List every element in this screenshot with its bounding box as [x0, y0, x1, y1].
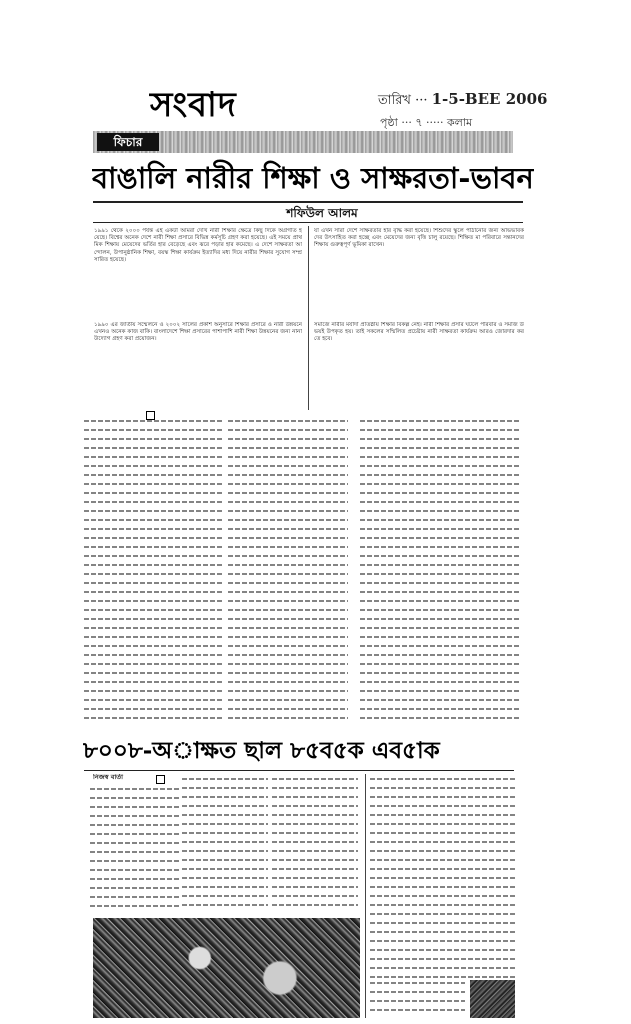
- article-paragraph: সমাজে নারীর মর্যাদা প্রতিষ্ঠায় শিক্ষার বিকল্প নেই। নারী শিক্ষার প্রসার ঘটলে পরিবার ও সমাজ উভয়ই উপকৃত হয়। তাই সকলের সম্মিলিত প্রচেষ্টায় নারী সাক্ষরতা কার্যক্রম আরও জোরদার করতে হবে।: [314, 322, 524, 343]
- article-column-1b: [94, 322, 302, 410]
- illegible-text-column: [182, 778, 268, 913]
- dateline-label: তারিখ: [378, 93, 411, 108]
- article-byline: শফিউল আলম: [286, 206, 358, 220]
- illegible-text-column: [84, 420, 224, 720]
- article-photo: [93, 918, 360, 1018]
- column-divider: [365, 774, 366, 1018]
- article-headline: বাঙালি নারীর শিক্ষা ও সাক্ষরতা-ভাবন: [92, 161, 534, 195]
- illegible-text-column: [360, 420, 520, 720]
- feature-label: ফিচার: [97, 133, 159, 151]
- article-paragraph: ১৯৯০ এর জাতীয় সম্মেলনে ও ২০০২ সালের প্রকাশ অনুসারে শিক্ষার প্রসারে ও নারী উন্নয়নে এখনও অনেক কাজ বাকি। বাংলাদেশে শিক্ষা প্রসারের পাশাপাশি নারী শিক্ষা উন্নয়নের জন্য নানা উদ্যোগ গ্রহণ করা প্রয়োজন।: [94, 322, 302, 343]
- newspaper-masthead: সংবাদ: [150, 85, 237, 125]
- headline-rule: [93, 201, 523, 203]
- page-value: ৭: [415, 116, 423, 129]
- illegible-text-column: [228, 420, 348, 720]
- article-photo-small: [470, 980, 515, 1018]
- checkbox-mark-icon: [156, 775, 165, 784]
- second-article-headline: ৮০০৮-অাক্ষত ছাল ৮৫ব৫ক এব৫াক: [83, 737, 440, 764]
- dateline: তারিখ ··· 1-5-BEE 2006: [378, 90, 548, 108]
- byline-rule: [93, 222, 523, 223]
- illegible-text-column: [90, 788, 180, 913]
- column-divider: [308, 226, 309, 410]
- article-column-1: [94, 228, 302, 320]
- checkbox-mark-icon: [146, 411, 155, 420]
- article-paragraph: ১৯৯১ থেকে ২০০০ পর্যন্ত এই একটা আমরা দেখি নারী শিক্ষার ক্ষেত্রে কিছু দিকে অগ্রগতি হয়েছে। বিশ্বের অনেক দেশে নারী শিক্ষা প্রসারে বিভিন্ন কর্মসূচি গ্রহণ করা হয়েছে। এই সময়ে প্রাথমিক শিক্ষায় মেয়েদের ভর্তির হার বেড়েছে এবং ঝরে পড়ার হার কমেছে। এ দেশে সাক্ষরতা আন্দোলন, উপানুষ্ঠানিক শিক্ষা, বয়স্ক শিক্ষা কার্যক্রম ইত্যাদির মধ্য দিয়ে নারীর শিক্ষার সুযোগ সম্প্রসারিত হয়েছে।: [94, 228, 302, 263]
- article-column-2b: [314, 322, 524, 410]
- article-paragraph: যা এখন সারা দেশে সাক্ষরতার হার বৃদ্ধি করা হয়েছে। শিশুদের স্কুলে পাঠানোর জন্য অভিভাবকদের উৎসাহিত করা হচ্ছে এবং মেয়েদের জন্য বৃত্তি চালু রয়েছে। শিক্ষিত মা পরিবারে সন্তানদের শিক্ষায় গুরুত্বপূর্ণ ভূমিকা রাখেন।: [314, 228, 524, 249]
- column-label: কলাম: [446, 116, 473, 129]
- illegible-text-column: [272, 778, 358, 913]
- illegible-text-column: [370, 778, 515, 978]
- page-label: পৃষ্ঠা: [380, 116, 398, 129]
- page-info: পৃষ্ঠা ··· ৭ ····· কলাম: [380, 116, 473, 129]
- dateline-value: 1-5-BEE 2006: [431, 90, 548, 108]
- article-column-2: [314, 228, 524, 320]
- second-headline-rule: [84, 770, 514, 771]
- section-label: নিজস্ব বার্তা: [93, 774, 124, 781]
- illegible-text-column: [370, 982, 465, 1018]
